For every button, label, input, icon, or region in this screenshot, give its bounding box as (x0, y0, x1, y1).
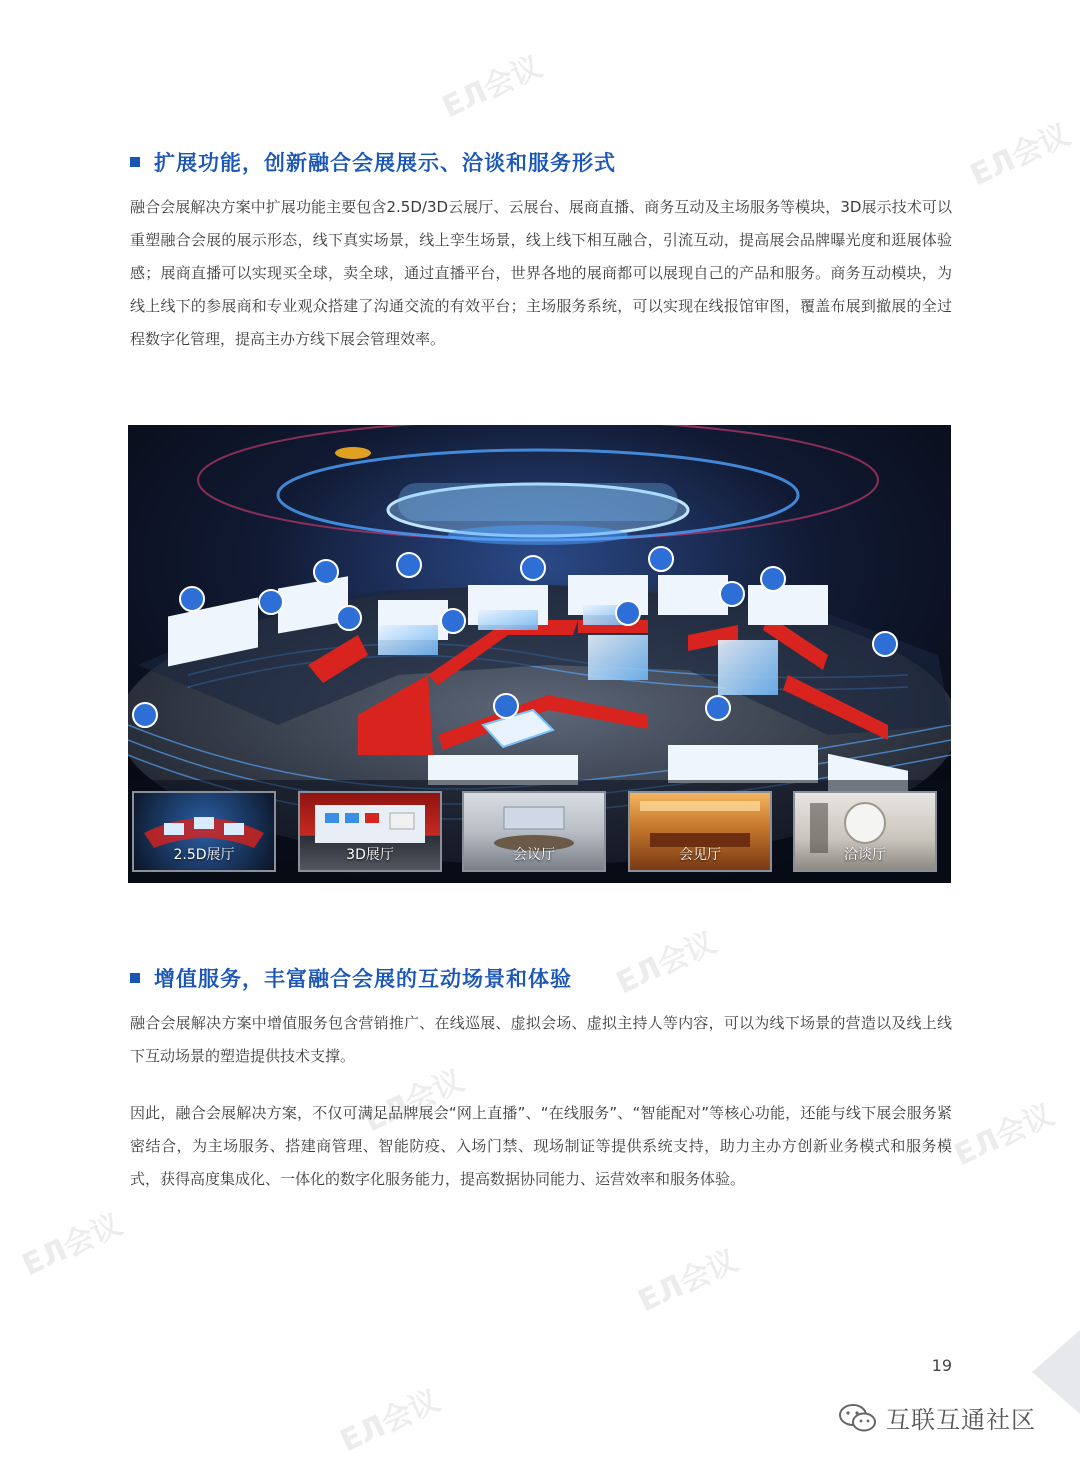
square-bullet-icon (130, 157, 140, 167)
wechat-brand (838, 1400, 1036, 1435)
watermark: ЕЛ会议 (949, 1097, 1060, 1174)
thumb-negotiation-hall[interactable] (793, 791, 937, 872)
brand-name: 互联互通社区 (886, 1406, 1036, 1434)
watermark: ЕЛ会议 (611, 925, 722, 1002)
paragraph-value-added-services: 融合会展解决方案中增值服务包含营销推广、在线巡展、虚拟会场、虚拟主持人等内容，可以为线下场景的营造以及线上线下互动场景的塑造提供技术支撑。 (130, 1014, 952, 1065)
wechat-icon (838, 1403, 878, 1433)
thumb-label: 会议厅 (513, 847, 555, 863)
thumb-label: 洽谈厅 (844, 847, 886, 863)
thumb-reception-hall[interactable] (628, 791, 772, 872)
watermark: ЕЛ会议 (633, 1243, 744, 1320)
watermark: ЕЛ会议 (965, 117, 1076, 194)
section-heading-extended-functions (130, 147, 616, 177)
section-title: 扩展功能，创新融合会展展示、洽谈和服务形式 (154, 151, 616, 175)
thumb-label: 会见厅 (679, 847, 721, 863)
section-title: 增值服务，丰富融合会展的互动场景和体验 (154, 967, 572, 991)
corner-decoration (1032, 1330, 1080, 1414)
watermark: ЕЛ会议 (17, 1207, 128, 1284)
thumb-2-5d-hall[interactable] (132, 791, 276, 872)
paragraph-extended-functions: 融合会展解决方案中扩展功能主要包含2.5D/3D云展厅、云展台、展商直播、商务互动及主场服务等模块，3D展示技术可以重塑融合会展的展示形态，线下真实场景，线上孪生场景，线上线下相互融合，引流互动，提高展会品牌曝光度和逛展体验感；展商直播可以实现买全球，卖全球，通过直播平台，世界各地的展商都可以展现自己的产品和服务。商务互动模块，为线上线下的参展商和专业观众搭建了沟通交流的有效平台；主场服务系统，可以实现在线报馆审图，覆盖布展到撤展的全过程数字化管理，提高主办方线下展会管理效率。 (130, 198, 952, 348)
watermark: ЕЛ会议 (437, 49, 548, 126)
page-number: 19 (931, 1356, 952, 1375)
thumb-meeting-hall[interactable] (462, 791, 606, 872)
square-bullet-icon (130, 973, 140, 983)
section-heading-value-added-services (130, 963, 572, 993)
thumb-label: 2.5D展厅 (173, 847, 235, 863)
virtual-exhibition-hall-image (128, 425, 951, 883)
watermark: ЕЛ会议 (335, 1383, 446, 1460)
watermark: ЕЛ会议 (359, 1063, 470, 1140)
thumb-3d-hall[interactable] (298, 791, 442, 872)
thumb-label: 3D展厅 (346, 847, 394, 863)
paragraph-summary: 因此，融合会展解决方案，不仅可满足品牌展会“网上直播”、“在线服务”、“智能配对”等核心功能，还能与线下展会服务紧密结合，为主场服务、搭建商管理、智能防疫、入场门禁、现场制证等提供系统支持，助力主办方创新业务模式和服务模式，获得高度集成化、一体化的数字化服务能力，提高数据协同能力、运营效率和服务体验。 (130, 1104, 952, 1188)
